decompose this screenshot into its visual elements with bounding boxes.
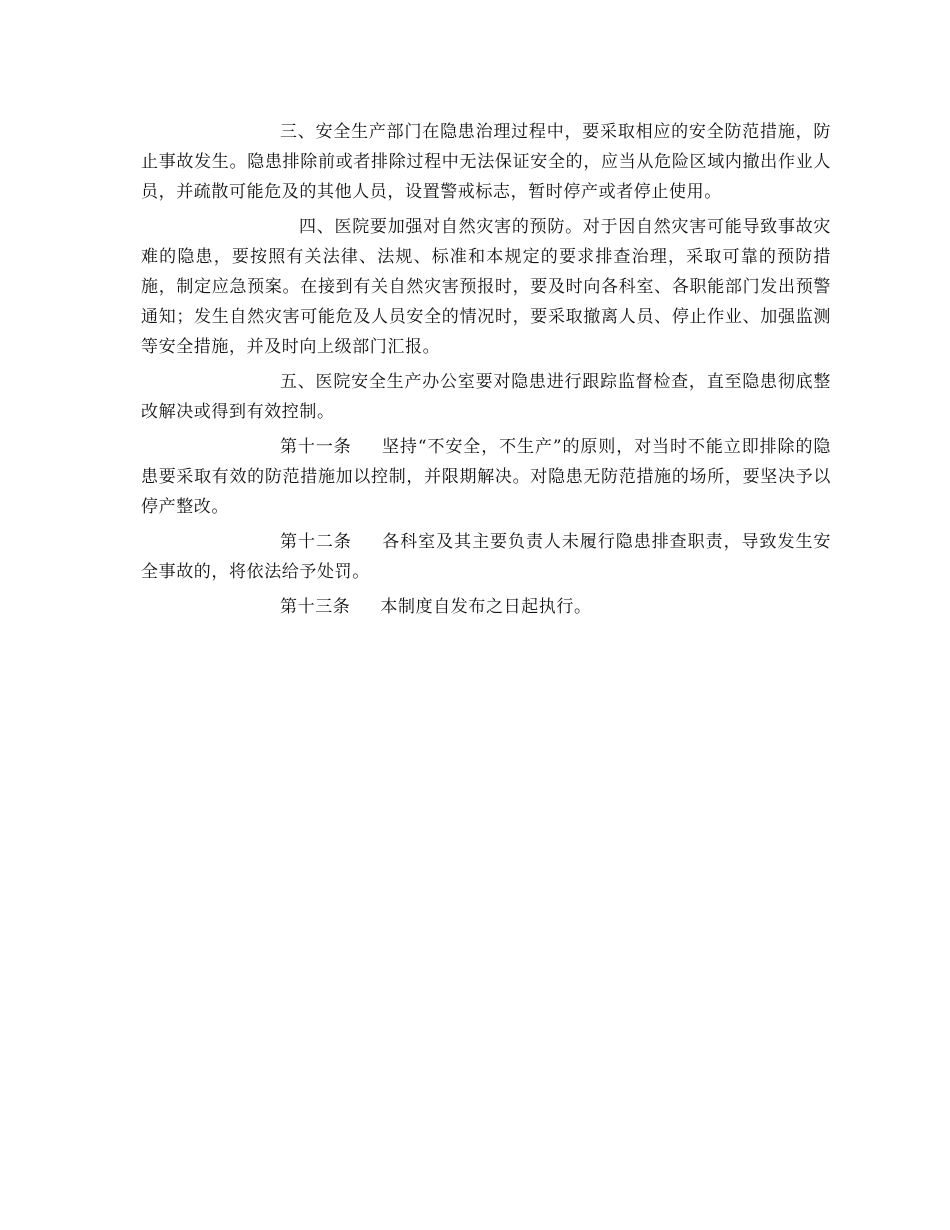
article-number: 第十一条: [280, 437, 352, 457]
article-number: 第十三条: [280, 597, 351, 617]
paragraph-text: 三、安全生产部门在隐患治理过程中，要采取相应的安全防范措施，防止事故发生。隐患排除前或者排除过程中无法保证安全的，应当从危险区域内撤出作业人员，并疏散可能危及的其他人员，设置警戒标志，暂时停产或者停止使用。: [141, 122, 831, 202]
paragraph-text: 四、医院要加强对自然灾害的预防。对于因自然灾害可能导致事故灾难的隐患，要按照有关法律、法规、标准和本规定的要求排查治理，采取可靠的预防措施，制定应急预案。在接到有关自然灾害预报时，要及时向各科室、各职能部门发出预警通知；发生自然灾害可能危及人员安全的情况时，要采取撤离人员、停止作业、加强监测等安全措施，并及时向上级部门汇报。: [141, 217, 831, 357]
paragraph-text: 五、医院安全生产办公室要对隐患进行跟踪监督检查，直至隐患彻底整改解决或得到有效控制。: [141, 372, 831, 422]
document-body: [141, 117, 831, 627]
article-number: 第十二条: [280, 532, 352, 552]
article-text: 本制度自发布之日起执行。: [380, 597, 592, 617]
article-11: [141, 432, 831, 522]
article-text: 坚持“不安全，不生产”的原则，对当时不能立即排除的隐患要采取有效的防范措施加以控制，并限期解决。对隐患无防范措施的场所，要坚决予以停产整改。: [141, 437, 831, 517]
article-text: 各科室及其主要负责人未履行隐患排查职责，导致发生安全事故的，将依法给予处罚。: [141, 532, 832, 582]
paragraph-item-3: [141, 117, 831, 207]
paragraph-item-4: [141, 212, 831, 362]
paragraph-item-5: [141, 367, 831, 427]
article-12: [141, 527, 831, 587]
article-13: [141, 592, 831, 622]
